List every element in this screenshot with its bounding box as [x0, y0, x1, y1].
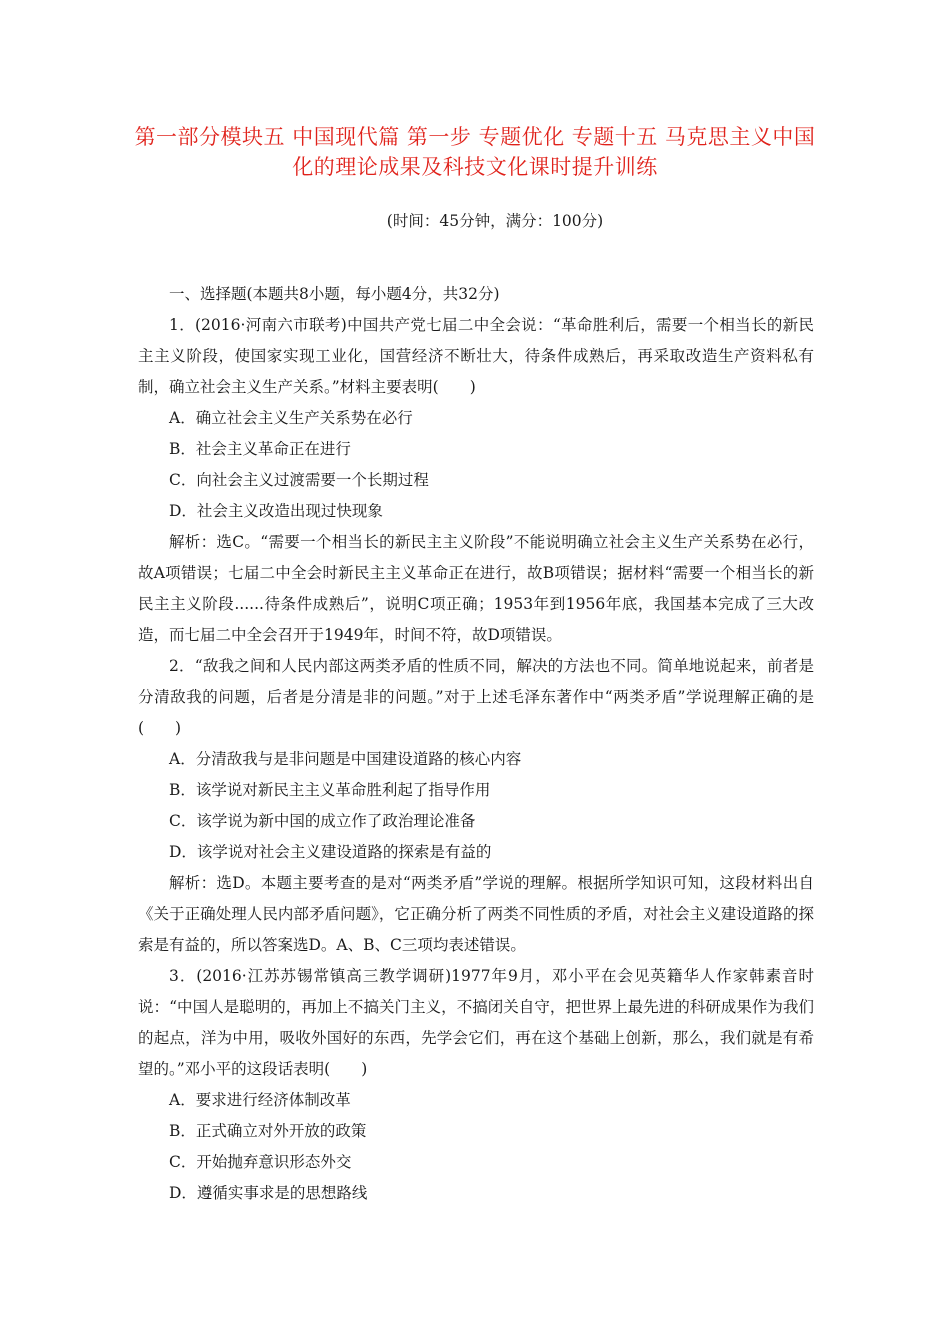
question-2-stem: 2．“敌我之间和人民内部这两类矛盾的性质不同，解决的方法也不同。简单地说起来，前者是分清敌我的问题，后者是分清是非的问题。”对于上述毛泽东著作中“两类矛盾”学说理解正确的是( ) — [138, 657, 814, 737]
question-1-analysis: 解析：选C。“需要一个相当长的新民主主义阶段”不能说明确立社会主义生产关系势在必行，故A项错误；七届二中全会时新民主主义革命正在进行，故B项错误；据材料“需要一个相当长的新民主主义阶段......待条件成熟后”，说明C项正确；1953年到1956年底，我国基本完成了三大改造，而七届二中全会召开于1949年，时间不符，故D项错误。 — [138, 533, 814, 644]
question-2-analysis: 解析：选D。本题主要考查的是对“两类矛盾”学说的理解。根据所学知识可知，这段材料出自《关于正确处理人民内部矛盾问题》，它正确分析了两类不同性质的矛盾，对社会主义建设道路的探索是有益的，所以答案选D。A、B、C三项均表述错误。 — [138, 874, 814, 954]
question-3-option-c: C．开始抛弃意识形态外交 — [169, 1153, 352, 1171]
question-3-option-a: A．要求进行经济体制改革 — [169, 1091, 351, 1109]
question-2-option-d: D．该学说对社会主义建设道路的探索是有益的 — [169, 843, 492, 861]
question-1-option-d: D．社会主义改造出现过快现象 — [169, 502, 383, 520]
question-3-stem: 3．(2016·江苏苏锡常镇高三教学调研)1977年9月，邓小平在会见英籍华人作家韩素音时说：“中国人是聪明的，再加上不搞关门主义，不搞闭关自守，把世界上最先进的科研成果作为我们的起点，洋为中用，吸收外国好的东西，先学会它们，再在这个基础上创新，那么，我们就是有希望的。”邓小平的这段话表明( ) — [138, 967, 814, 1078]
question-1-option-b: B．社会主义革命正在进行 — [169, 440, 351, 458]
time-and-score-note: (时间：45分钟，满分：100分) — [386, 212, 604, 230]
question-1-option-a: A．确立社会主义生产关系势在必行 — [169, 409, 413, 427]
document-title: 第一部分模块五 中国现代篇 第一步 专题优化 专题十五 马克思主义中国化的理论成果及科技文化课时提升训练 — [134, 125, 816, 179]
question-2-option-a: A．分清敌我与是非问题是中国建设道路的核心内容 — [169, 750, 522, 768]
question-3-option-d: D．遵循实事求是的思想路线 — [169, 1184, 368, 1202]
question-2-option-b: B．该学说对新民主主义革命胜利起了指导作用 — [169, 781, 491, 799]
question-3-option-b: B．正式确立对外开放的政策 — [169, 1122, 367, 1140]
document-body — [138, 279, 814, 1209]
question-1-option-c: C．向社会主义过渡需要一个长期过程 — [169, 471, 429, 489]
question-2-option-c: C．该学说为新中国的成立作了政治理论准备 — [169, 812, 476, 830]
question-1-stem: 1．(2016·河南六市联考)中国共产党七届二中全会说：“革命胜利后，需要一个相当长的新民主主义阶段，使国家实现工业化，国营经济不断壮大，待条件成熟后，再采取改造生产资料私有制，确立社会主义生产关系。”材料主要表明( ) — [138, 316, 814, 396]
section-heading: 一、选择题(本题共8小题，每小题4分，共32分) — [169, 285, 500, 303]
